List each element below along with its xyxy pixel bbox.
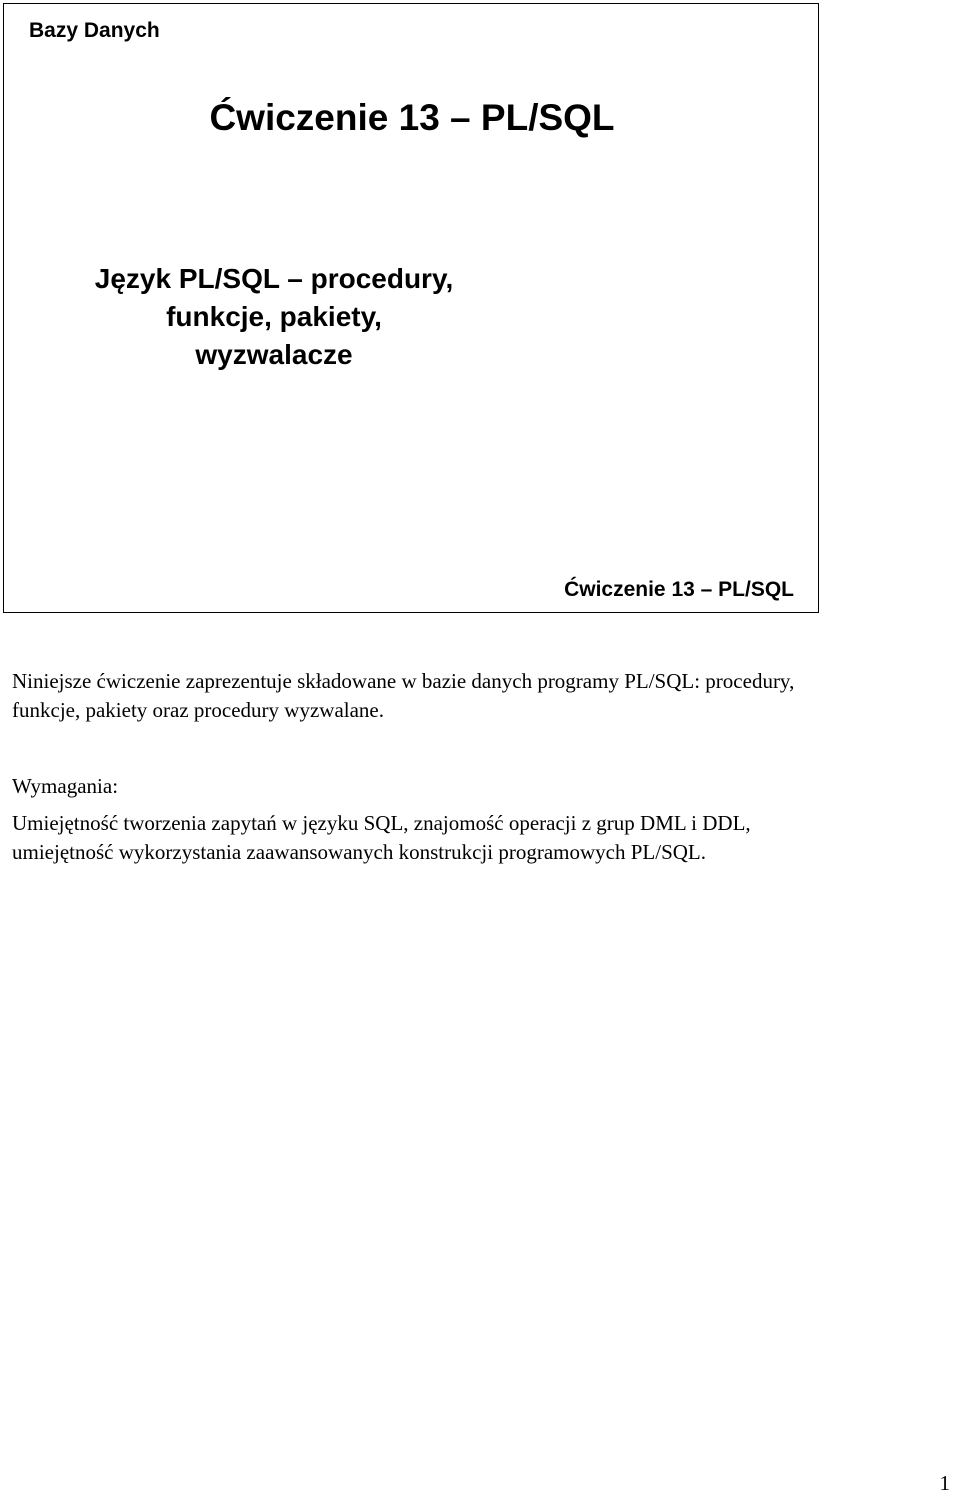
slide-title: Ćwiczenie 13 – PL/SQL — [209, 97, 615, 138]
slide-header: Bazy Danych — [29, 19, 160, 42]
slide-subtitle — [49, 260, 499, 374]
subtitle-line: funkcje, pakiety, — [166, 301, 382, 332]
subtitle-line: wyzwalacze — [195, 339, 353, 370]
slide-frame — [3, 3, 819, 613]
page-number: 1 — [939, 1471, 950, 1495]
subtitle-line: Język PL/SQL – procedury, — [94, 263, 454, 294]
requirements-heading: Wymagania: — [12, 774, 119, 798]
slide-footer: Ćwiczenie 13 – PL/SQL — [564, 578, 794, 601]
intro-paragraph: Niniejsze ćwiczenie zaprezentuje składowane w bazie danych programy PL/SQL: procedury, funkcje, pakiety oraz procedury wyzwalane. — [12, 669, 795, 722]
requirements-paragraph: Umiejętność tworzenia zapytań w języku SQL, znajomość operacji z grup DML i DDL, umiejętność wykorzystania zaawansowanych konstrukcji programowych PL/SQL. — [12, 811, 751, 864]
